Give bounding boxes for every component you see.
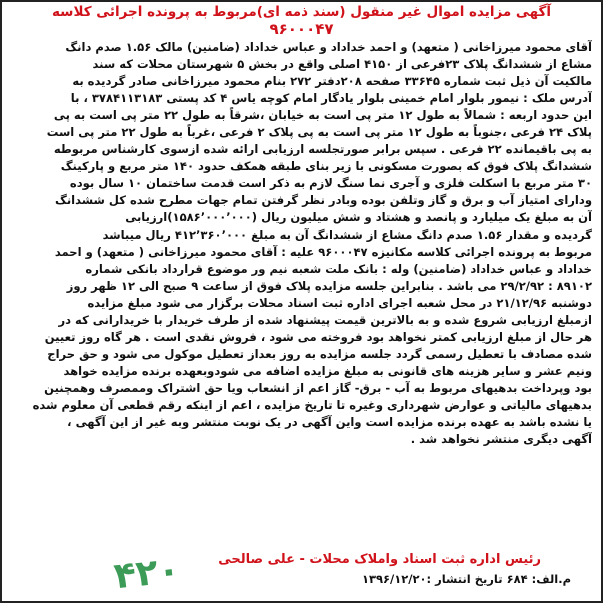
body-line: بود وپرداخت بدهیهای مربوط به آب - برق- گاز اعم از انشعاب ویا حق اشتراک وممصرف وهمچنین: [44, 380, 592, 395]
body-line: ۸۹۱۰۲ : ۲۹/۲/۹۲ می باشد . بنابراین جلسه مزایده پلاک فوق از ساعت ۹ صبح الی ۱۲ ظهر روز: [66, 278, 592, 293]
body-line: بدهیهای مالیاتی و عوارض شهرداری وغیره تا تاریخ مزایده ، اعم از اینکه رقم قطعی آن معلوم شده: [32, 397, 592, 412]
body-line: شده مصادف با تعطیل رسمی گردد جلسه مزایده به روز بعداز تعطیل موکول می شود و حق حراج: [47, 346, 592, 361]
file-number: ۹۶۰۰۰۴۷: [269, 20, 334, 38]
body-line: هر حال از مبلغ ارزیابی کمتر نخواهد بود فروخته می شود ، فروش نقدی است . هر گاه روز تعیین: [44, 329, 592, 344]
body-line: یا نشده باشد به عهده برنده مزایده است واین آگهی در یک نوبت منتشر وبه غیر از این آگهی ،: [67, 415, 592, 430]
signature: رئیس اداره ثبت اسناد واملاک محلات - علی صالحی: [218, 552, 541, 567]
body-line: مربوط به پرونده اجرائی کلاسه مکانیزه ۹۶۰۰۰۴۷ علیه : آقای محمود میرزاخانی ( متعهد) و احمد: [54, 244, 592, 259]
notice-body: [11, 39, 592, 448]
notice-title-text: آگهی مزایده اموال غیر منقول (سند ذمه ای)مربوط به پرونده اجرائی کلاسه: [52, 4, 551, 20]
handwritten-stamp: ۴۲۰: [111, 549, 182, 598]
body-line: این حدود اربعه : شمالاً به طول ۱۲ متر پی است به خیابان ،شرقاً به طول ۲۲ متر پی است به پی: [53, 108, 592, 123]
body-line: ۳۰ متر مربع با اسکلت فلزی و آجری نما سنگ لازم به ذکر است قدمت ساختمان ۱۰ سال بوده: [69, 176, 592, 191]
body-line: به پی باقیمانده ۲۲ فرعی . سپس برابر صورتجلسه ارزیابی ارائه شده ازسوی کارشناس مربوطه: [53, 142, 592, 157]
body-line: آقای محمود میرزاخانی ( متعهد) و احمد خداداد و عباس خداداد (ضامنین) مالک ۱.۵۶ صدم دانگ: [65, 40, 592, 54]
body-line: پلاک ۲۴ فرعی ،جنوباً به طول ۱۲ متر پی است به پی پلاک ۲ فرعی ،غرباً به طول ۲۲ متر پی است: [46, 125, 592, 140]
body-line: آدرس ملک : نیمور بلوار امام خمینی بلوار یادگار امام کوچه یاس ۴ کد پستی ۳۷۸۴۱۱۳۱۸۳ ، با: [70, 91, 592, 106]
body-line: آن به مبلغ یک میلیارد و پانصد و هشتاد و شش میلیون ریال (۱۵۸۶٬۰۰۰٬۰۰۰)ارزیابی: [125, 210, 592, 225]
body-line: مشاع از ششدانگ پلاک ۲۳فرعی از ۴۱۵۰ اصلی واقع در بخش ۵ شهرستان محلات که سند: [92, 57, 592, 72]
notice-title: [12, 4, 591, 38]
body-line: ششدانگ پلاک فوق که بصورت مسکونی با زیر بنای طبقه همکف حدود ۱۴۰ متر مربع و پارکینگ: [60, 159, 592, 174]
body-line: دوشنبه ۲۱/۱۲/۹۶ در محل شعبه اجرای اداره ثبت اسناد محلات برگزار می شود مبلغ مزایده: [87, 295, 592, 310]
body-line: ودارای امتیاز آب و برق و گاز وتلفن بوده وبادر نظر گرفتن تمام جهات مطرح شده کل ششدانگ: [55, 193, 592, 208]
body-line: گردیده و مقدار ۱.۵۶ صدم دانگ مشاع از ششدانگ آن به مبلغ ۴۱۲٬۳۶۰٬۰۰۰ ریال میباشد: [102, 227, 592, 242]
publication-footer: م.الف: ۶۸۴ تاریخ انتشار :۱۳۹۶/۱۲/۲۰: [361, 572, 571, 586]
body-line: مالکیت آن ذیل ثبت شماره ۳۳۶۴۵ صفحه ۲۰۸دفتر ۲۷۲ بنام محمود میرزاخانی صادر گردیده به: [72, 74, 592, 89]
body-line: ازمبلغ ارزیابی شروع شده و به بالاترین قیمت پیشنهاد شده از طرف خریدار با خریدارانی که در: [58, 312, 592, 327]
body-line: خداداد و عباس خداداد (ضامنین) وله : بانک ملت شعبه نیم ور موضوع قرارداد بانکی شماره: [85, 261, 592, 276]
body-line: آگهی دیگری منتشر نخواهد شد .: [410, 432, 592, 447]
body-line: ونیم عشر و سایر هزینه های قانونی به مبلغ مزایده اضافه می شودوبعهده برنده مزایده خواهد: [63, 363, 592, 378]
